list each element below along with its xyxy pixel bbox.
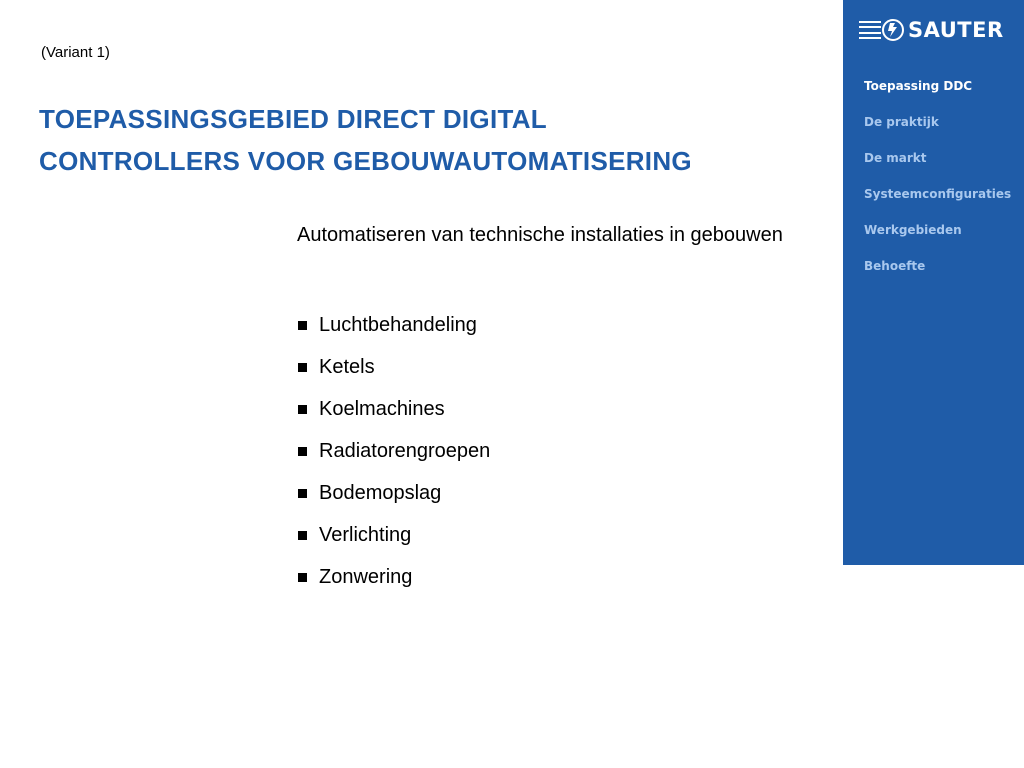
sidebar-nav bbox=[864, 72, 1011, 288]
logo-lines-icon bbox=[859, 21, 881, 39]
list-item-label: Zonwering bbox=[319, 566, 413, 588]
intro-text: Automatiseren van technische installaties in gebouwen bbox=[297, 224, 783, 246]
bullet-list bbox=[297, 304, 490, 598]
list-item bbox=[297, 388, 490, 430]
sauter-logo bbox=[859, 14, 1004, 46]
sauter-logo-icon bbox=[881, 18, 905, 42]
list-item bbox=[297, 346, 490, 388]
list-item-label: Radiatorengroepen bbox=[319, 440, 491, 462]
variant-label: (Variant 1) bbox=[41, 44, 110, 61]
sidebar-item-toepassing-ddc[interactable]: Toepassing DDC bbox=[864, 79, 973, 93]
logo-text: SAUTER bbox=[908, 18, 1004, 42]
list-item-label: Luchtbehandeling bbox=[319, 314, 477, 336]
sidebar-item-de-markt[interactable]: De markt bbox=[864, 151, 927, 165]
sidebar-item-systeemconfiguraties[interactable]: Systeemconfiguraties bbox=[864, 187, 1012, 201]
sidebar-item-werkgebieden[interactable]: Werkgebieden bbox=[864, 223, 962, 237]
list-item bbox=[297, 430, 490, 472]
slide-title bbox=[39, 98, 839, 182]
square-bullet-icon bbox=[298, 321, 307, 330]
square-bullet-icon bbox=[298, 447, 307, 456]
square-bullet-icon bbox=[298, 489, 307, 498]
square-bullet-icon bbox=[298, 363, 307, 372]
square-bullet-icon bbox=[298, 405, 307, 414]
list-item-label: Koelmachines bbox=[319, 398, 445, 420]
list-item bbox=[297, 514, 490, 556]
square-bullet-icon bbox=[298, 573, 307, 582]
list-item bbox=[297, 472, 490, 514]
list-item-label: Ketels bbox=[319, 356, 375, 378]
list-item-label: Bodemopslag bbox=[319, 482, 442, 504]
square-bullet-icon bbox=[298, 531, 307, 540]
list-item bbox=[297, 304, 490, 346]
slide-title-line1: TOEPASSINGSGEBIED DIRECT DIGITAL bbox=[39, 104, 547, 134]
sidebar-item-behoefte[interactable]: Behoefte bbox=[864, 259, 926, 273]
sidebar bbox=[843, 0, 1024, 565]
list-item-label: Verlichting bbox=[319, 524, 412, 546]
slide-title-line2: CONTROLLERS VOOR GEBOUWAUTOMATISERING bbox=[39, 146, 692, 176]
list-item bbox=[297, 556, 490, 598]
sidebar-item-de-praktijk[interactable]: De praktijk bbox=[864, 115, 939, 129]
